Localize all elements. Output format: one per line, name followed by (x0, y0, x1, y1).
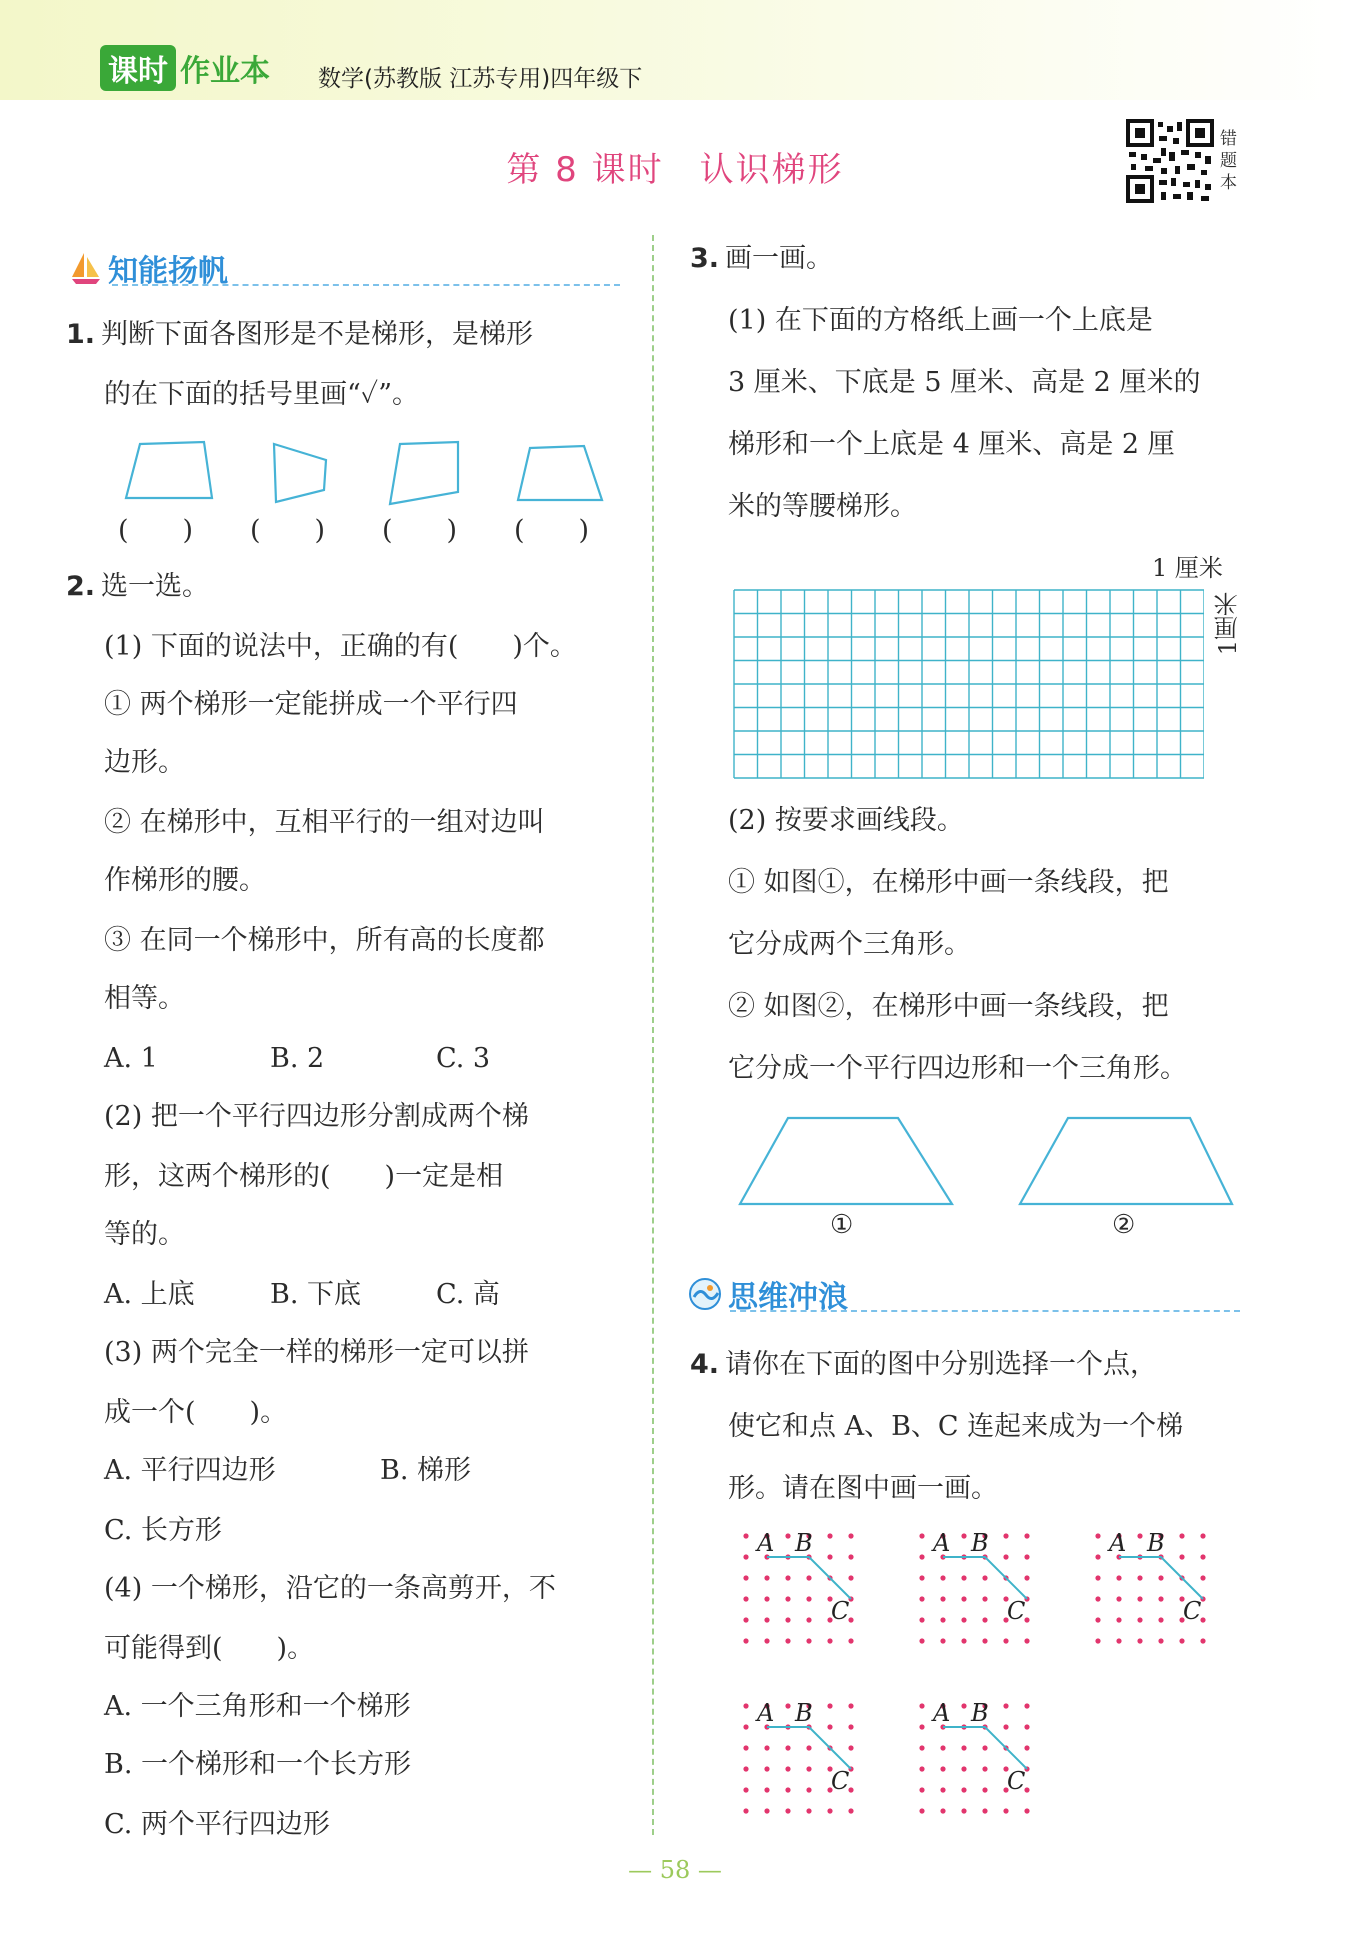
q2-head (66, 558, 209, 616)
point-label-c: C (1007, 1597, 1026, 1625)
grid-dot[interactable] (940, 1617, 945, 1622)
grid-dot[interactable] (1137, 1638, 1142, 1643)
brand-logo (100, 46, 270, 90)
q1-shapes (118, 438, 618, 508)
grid-dot[interactable] (827, 1638, 832, 1643)
grid-dot[interactable] (961, 1596, 966, 1601)
grid-dot[interactable] (1158, 1638, 1163, 1643)
grid-dot[interactable] (961, 1745, 966, 1750)
grid-dot[interactable] (919, 1554, 924, 1559)
grid-dot[interactable] (1200, 1575, 1205, 1580)
grid-dot[interactable] (1024, 1703, 1029, 1708)
q1-text-2: 的在下面的括号里画“✓”。 (104, 379, 420, 410)
grid-unit-vertical: 1厘米 (1214, 592, 1242, 656)
grid-dot[interactable] (940, 1575, 945, 1580)
point-label-b: B (1147, 1529, 1165, 1557)
qr-code-icon[interactable] (1125, 118, 1215, 204)
grid-dot[interactable] (1137, 1533, 1142, 1538)
grid-dot[interactable] (743, 1787, 748, 1792)
q3-p2-line1: (2) 按要求画线段。 (728, 805, 964, 836)
grid-dot[interactable] (764, 1766, 769, 1771)
grid-dot[interactable] (982, 1787, 987, 1792)
grid-dot[interactable] (1095, 1596, 1100, 1601)
trapezoid-figure-2[interactable] (1020, 1118, 1232, 1204)
grid-dot[interactable] (919, 1596, 924, 1601)
grid-dot[interactable] (961, 1766, 966, 1771)
grid-dot[interactable] (1003, 1724, 1008, 1729)
grid-dot[interactable] (1116, 1596, 1121, 1601)
square-grid-paper[interactable] (730, 586, 1204, 780)
grid-dot[interactable] (827, 1703, 832, 1708)
grid-dot[interactable] (982, 1617, 987, 1622)
grid-dot[interactable] (919, 1533, 924, 1538)
grid-dot[interactable] (1179, 1554, 1184, 1559)
grid-dot[interactable] (764, 1745, 769, 1750)
section-underline-left (112, 284, 620, 286)
q1-paren-2[interactable]: ( ) (250, 515, 326, 546)
grid-dot[interactable] (743, 1766, 748, 1771)
grid-dot[interactable] (919, 1745, 924, 1750)
q2-p1-s2a: ② 在梯形中，互相平行的一组对边叫 (104, 807, 545, 838)
grid-dot[interactable] (982, 1766, 987, 1771)
dot-grid-panel[interactable] (919, 1529, 1029, 1644)
grid-dot[interactable] (919, 1766, 924, 1771)
point-label-b: B (795, 1529, 813, 1557)
q3-p2-line3: 它分成两个三角形。 (728, 929, 971, 960)
page-number: — 58 — (628, 1856, 722, 1884)
grid-dot[interactable] (806, 1575, 811, 1580)
grid-unit-horizontal: 1 厘米 (1152, 554, 1223, 582)
point-label-b: B (795, 1699, 813, 1727)
grid-dot[interactable] (1095, 1638, 1100, 1643)
grid-dot[interactable] (940, 1638, 945, 1643)
q2-p4-line2: 可能得到( )。 (104, 1633, 315, 1664)
grid-dot[interactable] (1024, 1808, 1029, 1813)
grid-dot[interactable] (785, 1575, 790, 1580)
grid-dot[interactable] (785, 1596, 790, 1601)
grid-dot[interactable] (961, 1808, 966, 1813)
grid-dot[interactable] (919, 1808, 924, 1813)
grid-dot[interactable] (961, 1787, 966, 1792)
q2-title: 选一选。 (101, 571, 210, 602)
grid-dot[interactable] (961, 1533, 966, 1538)
dot-grid-panel[interactable] (743, 1529, 853, 1644)
q3-number: 3. (690, 243, 720, 274)
q2-p1-s3a: ③ 在同一个梯形中，所有高的长度都 (104, 925, 545, 956)
grid-dot[interactable] (982, 1745, 987, 1750)
grid-dot[interactable] (919, 1703, 924, 1708)
grid-dot[interactable] (764, 1596, 769, 1601)
q1-paren-3[interactable]: ( ) (382, 515, 458, 546)
q3-p2-line2: ① 如图①，在梯形中画一条线段，把 (728, 867, 1169, 898)
grid-dot[interactable] (1137, 1575, 1142, 1580)
grid-dot[interactable] (785, 1617, 790, 1622)
page-number-value: 58 (659, 1856, 691, 1884)
grid-dot[interactable] (743, 1724, 748, 1729)
q2-p3-line1: (3) 两个完全一样的梯形一定可以拼 (104, 1337, 529, 1368)
grid-dot[interactable] (785, 1808, 790, 1813)
dot-grid-panel[interactable] (743, 1699, 853, 1814)
q1-shape-3 (390, 442, 458, 504)
q1-shape-4 (518, 446, 602, 500)
q3-p1-line3: 梯形和一个上底是 4 厘米、高是 2 厘 (728, 429, 1175, 460)
point-label-c: C (1007, 1767, 1026, 1795)
grid-dot[interactable] (982, 1575, 987, 1580)
grid-dot[interactable] (743, 1808, 748, 1813)
q4-number: 4. (690, 1349, 720, 1380)
grid-dot[interactable] (743, 1617, 748, 1622)
q2-p1-line: (1) 下面的说法中，正确的有( )个。 (104, 631, 577, 662)
q2-p2-option-b[interactable]: B. 下底 (270, 1279, 362, 1310)
q1-paren-4[interactable]: ( ) (514, 515, 590, 546)
point-label-c: C (831, 1767, 850, 1795)
grid-dot[interactable] (1200, 1533, 1205, 1538)
grid-dot[interactable] (940, 1808, 945, 1813)
grid-dot[interactable] (940, 1745, 945, 1750)
grid-dot[interactable] (1003, 1554, 1008, 1559)
q1-shape-2 (274, 444, 326, 502)
dot-grid-panel[interactable] (1095, 1529, 1205, 1644)
grid-dot[interactable] (743, 1533, 748, 1538)
grid-dot[interactable] (961, 1575, 966, 1580)
q2-p2-line3: 等的。 (104, 1219, 185, 1250)
grid-dot[interactable] (785, 1638, 790, 1643)
grid-dot[interactable] (743, 1638, 748, 1643)
logo-text: 作业本 (180, 54, 270, 89)
grid-dot[interactable] (982, 1638, 987, 1643)
grid-dot[interactable] (785, 1703, 790, 1708)
point-label-a: A (1109, 1529, 1127, 1557)
grid-dot[interactable] (1095, 1533, 1100, 1538)
q1-text-1: 判断下面各图形是不是梯形，是梯形 (101, 319, 534, 350)
grid-dot[interactable] (982, 1596, 987, 1601)
point-label-b: B (971, 1529, 989, 1557)
grid-dot[interactable] (1095, 1575, 1100, 1580)
grid-dot[interactable] (848, 1554, 853, 1559)
grid-dot[interactable] (743, 1703, 748, 1708)
dot-grid-panel[interactable] (919, 1699, 1029, 1814)
grid-dot[interactable] (785, 1745, 790, 1750)
q2-p3-option-a[interactable]: A. 平行四边形 (104, 1455, 276, 1486)
q3-head (690, 230, 833, 288)
grid-dot[interactable] (1024, 1575, 1029, 1580)
grid-dot[interactable] (743, 1745, 748, 1750)
grid-dot[interactable] (743, 1554, 748, 1559)
figure-label-1: ① (830, 1210, 854, 1240)
grid-dot[interactable] (764, 1808, 769, 1813)
grid-dot[interactable] (1024, 1724, 1029, 1729)
grid-dot[interactable] (940, 1787, 945, 1792)
grid-dot[interactable] (806, 1766, 811, 1771)
q1-shape-1 (126, 442, 212, 498)
grid-dot[interactable] (919, 1617, 924, 1622)
q1-line1 (66, 306, 533, 364)
grid-dot[interactable] (806, 1596, 811, 1601)
grid-dot[interactable] (919, 1575, 924, 1580)
grid-dot[interactable] (848, 1533, 853, 1538)
grid-dot[interactable] (848, 1808, 853, 1813)
q4-text-2: 使它和点 A、B、C 连起来成为一个梯 (728, 1411, 1184, 1442)
q2-p1-s1b: 边形。 (104, 747, 185, 778)
grid-dot[interactable] (764, 1575, 769, 1580)
grid-dot[interactable] (764, 1617, 769, 1622)
column-divider (652, 235, 654, 1835)
q2-p1-option-a[interactable]: A. 1 (104, 1043, 158, 1074)
grid-dot[interactable] (1158, 1575, 1163, 1580)
q3-p1-line4: 米的等腰梯形。 (728, 491, 917, 522)
grid-dot[interactable] (961, 1638, 966, 1643)
lesson-title: 第 8 课时 认识梯形 (506, 150, 844, 190)
q2-p2-option-a[interactable]: A. 上底 (104, 1279, 195, 1310)
grid-dot[interactable] (1024, 1533, 1029, 1538)
q2-p4-line1: (4) 一个梯形，沿它的一条高剪开，不 (104, 1573, 556, 1604)
point-label-a: A (933, 1699, 951, 1727)
grid-dot[interactable] (982, 1808, 987, 1813)
grid-dot[interactable] (1003, 1533, 1008, 1538)
grid-dot[interactable] (785, 1766, 790, 1771)
q2-p4-option-b[interactable]: B. 一个梯形和一个长方形 (104, 1749, 412, 1780)
q2-p4-option-a[interactable]: A. 一个三角形和一个梯形 (104, 1691, 411, 1722)
point-label-c: C (831, 1597, 850, 1625)
grid-dot[interactable] (848, 1638, 853, 1643)
grid-dot[interactable] (1179, 1638, 1184, 1643)
q2-p4-option-c[interactable]: C. 两个平行四边形 (104, 1809, 330, 1840)
grid-dot[interactable] (806, 1808, 811, 1813)
q2-p1-s1a: ① 两个梯形一定能拼成一个平行四 (104, 689, 518, 720)
qr-label: 错题本 (1220, 129, 1237, 193)
q3-p2-line5: 它分成一个平行四边形和一个三角形。 (728, 1053, 1187, 1084)
grid-dot[interactable] (764, 1638, 769, 1643)
q2-p2-option-c[interactable]: C. 高 (436, 1279, 500, 1310)
q2-p1-option-b[interactable]: B. 2 (270, 1043, 325, 1074)
grid-dot[interactable] (806, 1745, 811, 1750)
grid-dot[interactable] (1024, 1745, 1029, 1750)
q2-p2-line1: (2) 把一个平行四边形分割成两个梯 (104, 1101, 529, 1132)
grid-dot[interactable] (1179, 1533, 1184, 1538)
point-label-a: A (757, 1699, 775, 1727)
grid-dot[interactable] (827, 1724, 832, 1729)
trapezoid-figure-1[interactable] (740, 1118, 952, 1204)
grid-dot[interactable] (1003, 1703, 1008, 1708)
grid-dot[interactable] (1158, 1617, 1163, 1622)
q1-paren-1[interactable]: ( ) (118, 515, 194, 546)
grid-dot[interactable] (806, 1787, 811, 1792)
q2-p1-s3b: 相等。 (104, 983, 185, 1014)
grid-dot[interactable] (919, 1787, 924, 1792)
grid-dot[interactable] (848, 1724, 853, 1729)
q3-trapezoid-figures[interactable] (730, 1112, 1240, 1212)
grid-dot[interactable] (1024, 1554, 1029, 1559)
q3-p1-line1: (1) 在下面的方格纸上画一个上底是 (728, 305, 1153, 336)
point-label-c: C (1183, 1597, 1202, 1625)
grid-dot[interactable] (919, 1638, 924, 1643)
grid-dot[interactable] (1003, 1638, 1008, 1643)
grid-dot[interactable] (1116, 1575, 1121, 1580)
grid-dot[interactable] (743, 1575, 748, 1580)
q2-p2-line2: 形，这两个梯形的( )一定是相 (104, 1161, 504, 1192)
section-title-left: 知能扬帆 (108, 254, 228, 289)
grid-dot[interactable] (1200, 1638, 1205, 1643)
point-label-b: B (971, 1699, 989, 1727)
wave-icon (688, 1277, 722, 1311)
grid-dot[interactable] (827, 1554, 832, 1559)
grid-dot[interactable] (919, 1724, 924, 1729)
grid-dot[interactable] (1137, 1617, 1142, 1622)
q2-p1-s2b: 作梯形的腰。 (104, 865, 266, 896)
grid-dot[interactable] (848, 1575, 853, 1580)
grid-dot[interactable] (848, 1745, 853, 1750)
q4-text-1: 请你在下面的图中分别选择一个点， (725, 1349, 1158, 1380)
grid-dot[interactable] (743, 1596, 748, 1601)
grid-dot[interactable] (848, 1703, 853, 1708)
q4-dot-grids[interactable] (730, 1520, 1250, 1850)
q3-p1-line2: 3 厘米、下底是 5 厘米、高是 2 厘米的 (728, 367, 1201, 398)
point-label-a: A (757, 1529, 775, 1557)
section-underline-right (730, 1310, 1240, 1312)
q2-p3-option-c[interactable]: C. 长方形 (104, 1515, 222, 1546)
grid-dot[interactable] (1158, 1596, 1163, 1601)
grid-dot[interactable] (764, 1787, 769, 1792)
grid-dot[interactable] (827, 1533, 832, 1538)
grid-dot[interactable] (961, 1617, 966, 1622)
sailboat-icon (70, 251, 102, 285)
grid-dot[interactable] (1024, 1638, 1029, 1643)
q2-p3-line2: 成一个( )。 (104, 1397, 288, 1428)
q3-title: 画一画。 (725, 243, 834, 274)
grid-dot[interactable] (827, 1808, 832, 1813)
q4-text-3: 形。请在图中画一画。 (728, 1473, 998, 1504)
grid-dot[interactable] (1095, 1554, 1100, 1559)
section-title-right: 思维冲浪 (728, 1280, 848, 1315)
grid-dot[interactable] (940, 1766, 945, 1771)
grid-dot[interactable] (1095, 1617, 1100, 1622)
logo-badge: 课时 (100, 45, 176, 91)
figure-label-2: ② (1112, 1210, 1136, 1240)
grid-dot[interactable] (1116, 1617, 1121, 1622)
grid-dot[interactable] (785, 1533, 790, 1538)
q4-line1 (690, 1336, 1157, 1394)
grid-dot[interactable] (1003, 1808, 1008, 1813)
grid-dot[interactable] (1137, 1596, 1142, 1601)
grid-dot[interactable] (1200, 1554, 1205, 1559)
grid-dot[interactable] (1116, 1638, 1121, 1643)
q2-p1-option-c[interactable]: C. 3 (436, 1043, 491, 1074)
grid-dot[interactable] (806, 1617, 811, 1622)
grid-dot[interactable] (940, 1596, 945, 1601)
q2-number: 2. (66, 571, 96, 602)
grid-dot[interactable] (961, 1703, 966, 1708)
q3-p2-line4: ② 如图②，在梯形中画一条线段，把 (728, 991, 1169, 1022)
grid-dot[interactable] (806, 1638, 811, 1643)
q2-p3-option-b[interactable]: B. 梯形 (380, 1455, 472, 1486)
q1-number: 1. (66, 319, 96, 350)
grid-dot[interactable] (785, 1787, 790, 1792)
book-title: 数学(苏教版 江苏专用)四年级下 (318, 66, 643, 92)
point-label-a: A (933, 1529, 951, 1557)
